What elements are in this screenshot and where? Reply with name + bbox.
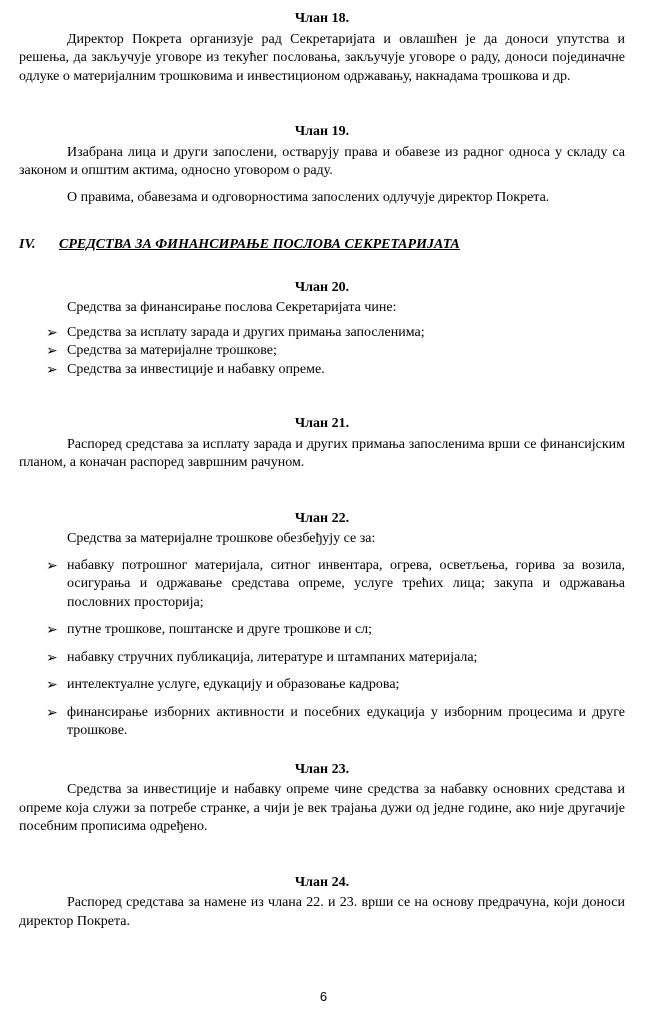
article-intro: Средства за финансирање послова Секретаријата чине: [67, 300, 397, 315]
article-title: Члан 22. [294, 510, 350, 526]
article-title: Члан 23. [294, 761, 350, 777]
section-title: СРЕДСТВА ЗА ФИНАНСИРАЊЕ ПОСЛОВА СЕКРЕТАРИЈАТА [59, 237, 460, 252]
list-item: ➢ интелектуалне услуге, едукацију и образовање кадрова; [46, 677, 400, 693]
article-paragraph: Средства за инвестиције и набавку опреме чине средства за набавку основних средстава и опреме која служи за потребе странке, а чији је век трајања дужи од једне године, ако није другачије посебним прописима одређено. [19, 782, 625, 834]
article-21 [19, 415, 625, 473]
article-18 [19, 10, 625, 86]
article-24 [19, 874, 625, 932]
list-item: ➢ финансирање изборних активности и посебних едукација у изборним процесима и друге трошкове. [46, 704, 625, 738]
article-title: Члан 18. [294, 11, 350, 26]
document-page [19, 10, 625, 931]
article-paragraph: Распоред средстава за намене из члана 22. и 23. врши се на основу предрачуна, који доноси директор Покрета. [19, 895, 625, 929]
arrow-bullet-icon: ➢ [46, 557, 58, 574]
list-item: ➢ набавку стручних публикација, литературе и штампаних материјала; [46, 649, 478, 666]
article-22 [19, 510, 625, 741]
article-paragraph: Директор Покрета организује рад Секретаријата и овлашћен је да доноси упутства и решења, да закључује уговоре из текућег пословања, закључује уговоре о раду, доноси појединачне одлуке о материјалним трошковима и инвестиционом одржавању, накнадама трошкова и др. [19, 31, 625, 84]
arrow-bullet-icon: ➢ [46, 361, 58, 378]
article-19 [19, 123, 625, 207]
article-paragraph: Распоред средстава за исплату зарада и других примања запосленима врши се финансијским планом, а коначан распоред завршним рачуном. [19, 436, 625, 470]
article-title: Члан 20. [294, 279, 350, 295]
article-intro: Средства за материјалне трошкове обезбеђују се за: [67, 531, 376, 546]
list-item: ➢ набавку потрошног материјала, ситног инвентара, огрева, осветљења, горива за возила, осигурања и одржавање средстава опреме, услуге трећих лица; закупа и одржавања пословних просторија; [46, 557, 625, 610]
arrow-bullet-icon: ➢ [46, 704, 58, 721]
section-number: IV. [19, 237, 36, 252]
list-item: ➢ Средства за материјалне трошкове; [46, 343, 277, 359]
arrow-bullet-icon: ➢ [46, 649, 58, 666]
list-item: ➢ Средства за исплату зарада и других примања запосленима; [46, 324, 425, 341]
bullet-list [19, 324, 625, 380]
arrow-bullet-icon: ➢ [46, 324, 58, 341]
arrow-bullet-icon: ➢ [46, 677, 58, 693]
arrow-bullet-icon: ➢ [46, 622, 58, 638]
list-item: ➢ Средства за инвестиције и набавку опреме. [46, 361, 325, 378]
article-23 [19, 761, 625, 837]
page-number: 6 [319, 989, 328, 1004]
article-20 [19, 279, 625, 380]
bullet-list [19, 557, 625, 741]
article-paragraph: О правима, обавезама и одговорностима запослених одлучује директор Покрета. [67, 189, 550, 205]
article-title: Члан 19. [294, 124, 350, 139]
article-title: Члан 21. [294, 416, 350, 431]
section-heading [19, 236, 625, 255]
arrow-bullet-icon: ➢ [46, 343, 58, 359]
article-title: Члан 24. [294, 874, 350, 890]
article-paragraph: Изабрана лица и други запослени, остварују права и обавезе из радног односа у складу са законом и општим актима, односно уговором о раду. [19, 144, 625, 178]
list-item: ➢ путне трошкове, поштанске и друге трошкове и сл; [46, 622, 373, 638]
